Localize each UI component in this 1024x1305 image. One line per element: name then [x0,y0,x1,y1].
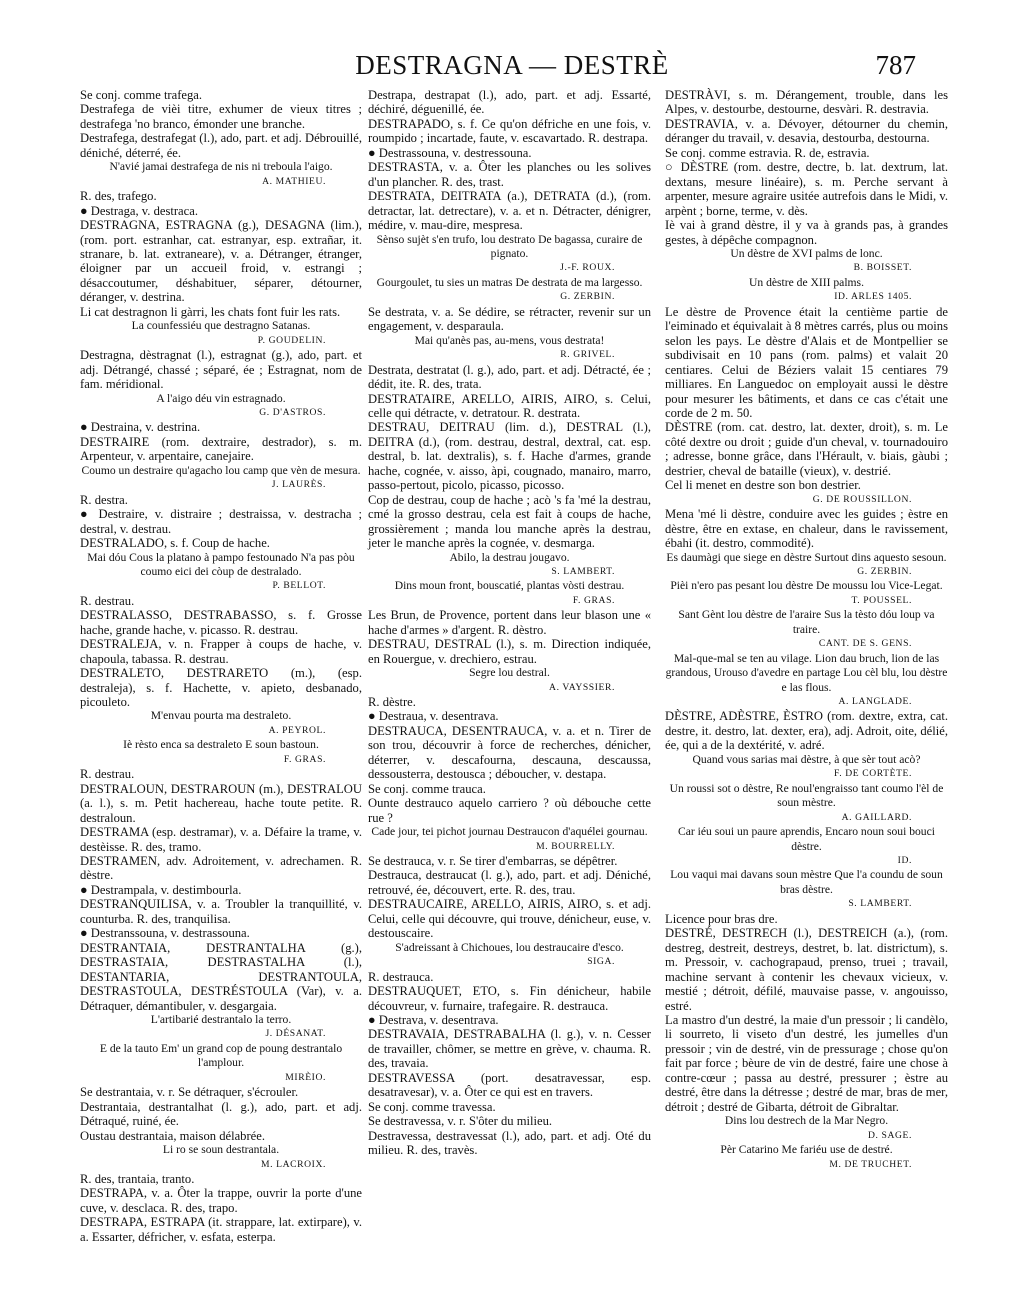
entry-text: Cop de destrau, coup de hache ; acò 's fa 'mé la destrau, cmé la grosso destrau, cela est fait à coups de hache, grossièrement ; manda lou manche après la destrau, jeter le manche après la cognée, v. desmarga. [368,492,651,551]
entry-text: DESTRAIRE (rom. dextraire, destrador), s. m. Arpenteur, v. arpentaire, canejaire. [80,434,362,464]
entry-text: ● Destrassouna, v. destressouna. [368,145,532,160]
entry-text: Les Brun, de Provence, portent dans leur blason une « hache d'armes » d'argent. R. dèstro. [368,608,651,637]
quotation: Dins moun front, bouscatié, plantas vòsti destrau. [394,579,625,593]
citation-author: A. MATHIEU. [262,175,326,187]
page-number: 787 [875,50,916,80]
entry-text: R. destrau. [80,767,135,782]
entry-text: Li cat destragnon li gàrri, les chats font fuir les rats. [80,304,341,319]
entry-text: Destravessa, destravessat (l.), ado, part. et adj. Oté du milieu. R. des, travès. [368,1128,651,1158]
citation-author: J. DÉSANAT. [265,1028,326,1040]
entry-text: Licence pour bras dre. [665,911,778,926]
citation-author: G. ZERBIN. [560,291,615,303]
entry-text: ● Destraua, v. desentrava. [368,709,499,724]
citation-author: ID. [897,855,912,867]
entry-text: Destrafega de vièi titre, exhumer de vieux titres ; destrafega 'no branco, émonder une branche. [80,102,362,131]
citation-author: S. LAMBERT. [848,898,912,910]
quotation: Un roussi sot o dèstre, Re noul'engraisso tant coumo l'èl de soun mèstre. [669,781,944,810]
entry-text: DESTRAPA, ESTRAPA (it. strappare, lat. extirpare), v. a. Essarter, défricher, v. esfata, esterpa. [80,1215,362,1244]
quotation: Gourgoulet, tu sies un matras De destrata de ma largesso. [376,275,643,289]
quotation: La counfessiéu que destragno Satanas. [131,319,311,333]
entry-text: Oustau destrantaia, maison délabrée. [80,1128,265,1143]
entry-text: Destrantaia, destrantalhat (l. g.), ado, part. et adj. Détraqué, ruiné, ée. [80,1099,362,1129]
entry-text: DESTRAUCAIRE, ARELLO, AIRIS, AIRO, s. et adj. Celui, celle qui découvre, qui trouve, dénicheur, euse, v. destouscaire. [368,897,651,941]
citation-author: F. GRAS. [283,753,326,765]
citation-author: SIGA. [587,956,615,968]
quotation: Dins lou destrech de la Mar Negro. [724,1114,889,1128]
entry-text: DESTRAU, DEITRAU (lim. d.), DESTRAL (l.), DEITRA (d.), (rom. destrau, destral, dextral, cat. esp. destral, b. lat. dextralis), s. f. Hache d'armes, grande hache, cognée, v. aisso, àpi, cougnado, manairo, marro, passo-pertout, picolo, picasso, picosso. [368,420,651,493]
citation-author: A. LANGLADE. [838,696,912,708]
quotation: Car iéu soui un paure aprendis, Encaro noun soui bouci dèstre. [678,825,935,853]
citation-author: D. SAGE. [868,1129,912,1141]
citation-author: G. D'ASTROS. [259,406,326,418]
entry-text: ● Destraina, v. destrina. [80,420,201,435]
entry-text: Se conj. comme trafega. [80,88,203,102]
entry-text: Se destrata, v. a. Se dédire, se rétracter, revenir sur un engagement, v. desparaula. [368,304,651,334]
entry-text: DESTRAGNA, ESTRAGNA (g.), DESAGNA (lim.), (rom. port. estranhar, cat. estranyar, esp. extrañar, it. stranare, b. lat. extraneare), v. a. Détranger, étranger, éloigner par un accueil froid, v. estrangi ; désaccoutumer, déshabituer, séparer, détourner, déranger, v. destrina. [80,218,362,305]
quotation: N'avié jamai destrafega de nis ni treboula l'aigo. [109,160,333,174]
entry-text: DESTRALOUN, DESTRAROUN (m.), DESTRALOU (a. l.), s. m. Petit hachereau, hache toute petite. R. destraloun. [80,781,362,825]
entry-text: DESTRAMA (esp. destramar), v. a. Défaire la trame, v. destèisse. R. des, tramo. [80,825,362,854]
quotation: Iè rèsto enca sa destraleto E soun bastoun. [123,738,319,752]
entry-text: Se destrantaia, v. r. Se détraquer, s'écrouler. [80,1085,299,1100]
citation-author: A. PEYROL. [268,724,326,736]
quotation: Quand vous sarias mai dèstre, à que sèr tout acò? [692,752,921,766]
entry-text: R. des, trafego. [80,189,157,204]
entry-text: Iè vai à grand dèstre, il y va à grands pas, à grandes gestes, à dépêche compagnon. [665,218,948,247]
entry-text: DESTRAVESSA (port. desatravessar, esp. desatravesar), v. a. Ôter ce qui est en travers. [368,1070,651,1100]
citation-author: A. GAILLARD. [841,811,912,823]
entry-text: DESTRALEJA, v. n. Frapper à coups de hache, v. chapoula, tabassa. R. destrau. [80,637,362,666]
entry-text: DESTRAU, DESTRAL (l.), s. m. Direction indiquée, en Rouergue, v. drechiero, estrau. [368,637,651,666]
entry-text: DESTRÉ, DESTRECH (l.), DESTREICH (a.), (rom. destreg, destreit, destreys, destret, b. lat. districtum), s. m. Pressoir, v. cachograpaud, prenso, truei ; travail, machine servant à contenir les chevaux vicieux, v. mestié ; détroit, défilé, mauvaise passe, v. angouisso, estré. [665,926,948,1013]
entry-text: Se conj. comme trauca. [368,781,486,796]
citation-author: P. GOUDELIN. [257,334,326,346]
quotation: Sant Gènt lou dèstre de l'araire Sus la tèsto dóu loup va traire. [678,608,935,636]
column-left [80,88,362,1244]
entry-text: ● Destranssouna, v. destrassouna. [80,926,250,941]
quotation: Un dèstre de XVI palms de lonc. [730,246,883,260]
entry-text: Mena 'mé li dèstre, conduire avec les guides ; èstre en dèstre, être en extase, en chaleur, dans le ravissement, ébahi (it. destro, commodité). [665,507,948,551]
entry-text: Se conj. comme estravia. R. de, estravia. [665,145,870,160]
citation-author: M. DE TRUCHET. [829,1158,912,1170]
citation-author: F. GRAS. [572,594,615,606]
entry-text: Destrafega, destrafegat (l.), ado, part. et adj. Débrouillé, déniché, déterré, ée. [80,131,362,160]
page-header [0,46,1024,86]
citation-author: J.-F. ROUX. [560,262,615,274]
entry-text: DESTRALETO, DESTRARETO (m.), (esp. destraleja), s. f. Hachette, v. apieto, desbanado, picouleto. [80,666,362,710]
entry-text: La mastro d'un destré, la maie d'un pressoir ; li candèlo, li sourreto, li viseto d'un destré, les jumelles d'un pressoir ; vin de destré, vin de pressurage ; chose qu'on fait par force ; bèure de vin de destré, faire une chose à contre-cœur ; passa au destré, pressurer ; èstre au destré, être dans la détresse ; destré de mar, bras de mer, détroit ; destré de Gibarta, détroit de Gibraltar. [665,1013,948,1114]
quotation: Coumo un destraire qu'agacho lou camp que vèn de mesura. [81,463,361,477]
entry-text: DESTRANQUILISA, v. a. Troubler la tranquillité, v. counturba. R. des, tranquilisa. [80,897,362,926]
quotation: Lou vaqui mai davans soun mèstre Que l'a coundu de soun bras dèstre. [670,868,943,896]
entry-text: R. des, trantaia, tranto. [80,1171,195,1186]
entry-text: Cel li menet en destre son bon destrier. [665,478,861,493]
quotation: Mal-que-mal se ten au vilage. Lion dau bruch, lion de las grandous, Urouso d'avedre en partage Lou cèl blu, lou dèstre e las flous. [665,651,948,694]
citation-author: M. BOURRELLY. [536,840,615,852]
entry-text: DESTRAVIA, v. a. Dévoyer, détourner du chemin, déranger du travail, v. desavia, destourba, destourna. [665,116,948,146]
citation-author: G. DE ROUSSILLON. [812,493,912,505]
quotation: Pièi n'ero pas pesant lou dèstre De moussu lou Vice-Legat. [670,579,943,593]
entry-text: DESTRALASSO, DESTRABASSO, s. f. Grosse hache, grande hache, v. picasso. R. destrau. [80,608,362,637]
entry-text: DESTRALADO, s. f. Coup de hache. [80,536,270,551]
entry-text: Se destravessa, v. r. S'ôter du milieu. [368,1114,553,1129]
quotation: Es daumàgi que siege en dèstre Surtout dins aquesto sesoun. [666,550,947,564]
entry-text: Destragna, dèstragnat (l.), estragnat (g.), ado, part. et adj. Détrangé, chassé ; séparé, ée ; Estragnat, nom de fam. méridional. [80,348,362,392]
citation-author: G. ZERBIN. [857,565,912,577]
entry-text: ○ DÈSTRE (rom. destre, dectre, b. lat. dextrum, lat. dextans, mesure linéaire), s. m. Perche servant à arpenter, mesure agraire usitée autrefois dans le Midi, v. arpènt ; borne, terme, v. dès. [665,160,948,218]
entry-text: DESTRAPADO, s. f. Ce qu'on défriche en une fois, v. roumpido ; incartade, faute, v. escavartado. R. destrapa. [368,116,651,146]
entry-text: Destrapa, destrapat (l.), ado, part. et adj. Essarté, déchiré, déguenillé, ée. [368,88,651,117]
quotation: Pèr Catarino Me fariéu use de destré. [720,1143,893,1157]
citation-author: M. LACROIX. [261,1158,326,1170]
entry-text: ● Destrampala, v. destimbourla. [80,882,242,897]
citation-author: ID. ARLES 1405. [834,291,912,303]
citation-author: B. BOISSET. [853,262,912,274]
entry-text: ● Destraga, v. destraca. [80,203,198,218]
entry-text: Se destrauca, v. r. Se tirer d'embarras, se dépêtrer. [368,854,618,869]
quotation: M'envau pourta ma destraleto. [150,709,292,723]
quotation: Abilo, la destrau jougavo. [449,550,570,564]
entry-text: R. destra. [80,492,128,507]
quotation: A l'aigo déu vin estragnado. [156,391,286,405]
column-middle [368,88,651,1158]
quotation: L'artibarié destrantalo la terro. [150,1013,292,1026]
entry-text: Destrata, destratat (l. g.), ado, part. et adj. Détracté, ée ; dédit, ite. R. des, trata. [368,362,651,392]
entry-text: DÈSTRE (rom. cat. destro, lat. dexter, droit), s. m. Le côté dextre ou droit ; guide d'un cheval, v. tournadouiro ; adresse, bonne grâce, dans l'Hérault, v. biais, gàubi ; destrier, cheval de bataille (vieux), v. destrié. [665,420,948,478]
entry-text: DESTRASTA, v. a. Ôter les planches ou les solives d'un plancher. R. des, trast. [368,160,651,189]
quotation: E de la tauto Em' un grand cop de poung destrantalo l'amplour. [99,1041,343,1070]
entry-text: Ounte destrauco aquelo carriero ? où débouche cette rue ? [368,796,651,825]
entry-text: DESTRAUQUET, ETO, s. Fin dénicheur, habile découvreur, v. furnaire, trafegaire. R. destrauca. [368,984,651,1013]
quotation: Sènso sujèt s'en trufo, lou destrato De bagassa, curaire de pignato. [376,232,643,260]
quotation: S'adreissant à Chichoues, lou destraucaire d'esco. [395,940,624,954]
entry-text: DESTRANTAIA, DESTRANTALHA (g.), DESTRASTAIA, DESTRASTALHA (l.), DESTANTARIA, DESTRANTOULA, DESTRASTOULA, DESTRÉSTOULA (Var), v. a. Détraquer, démantibuler, v. desgargaia. [80,940,362,1013]
column-right [665,88,948,1172]
quotation: Un dèstre de XIII palms. [749,275,864,289]
entry-text: ● Destraire, v. distraire ; destraissa, v. destracha ; destral, v. destrau. [80,507,362,536]
citation-author: MIRÈIO. [285,1071,326,1083]
quotation: Li ro se soun destrantala. [162,1143,280,1157]
entry-text: Se conj. comme travessa. [368,1099,496,1114]
quotation: Mai dóu Cous la platano à pampo festounado N'a pas pòu coumo eici dei còup de destralado. [87,550,355,578]
entry-text: ● Destrava, v. desentrava. [368,1013,499,1027]
entry-text: R. destrau. [80,593,135,608]
entry-text: DESTRATA, DEITRATA (a.), DETRATA (d.), (rom. detractar, lat. detrectare), v. a. et n. Détracter, dénigrer, médire, v. mau-dire, mespresa. [368,189,651,233]
entry-text: DESTRAPA, v. a. Ôter la trappe, ouvrir la porte d'une cuve, v. desclaca. R. des, trapo. [80,1186,362,1215]
quotation: Cade jour, tei pichot journau Destraucon d'aquélei gournau. [371,825,648,839]
entry-text: R. destrauca. [368,969,434,984]
citation-author: F. DE CORTÈTE. [834,768,912,780]
entry-text: DESTRATAIRE, ARELLO, AIRIS, AIRO, s. Celui, celle qui détracte, v. detratour. R. destrata. [368,391,651,420]
entry-text: Le dèstre de Provence était la centième partie de l'eiminado et équivalait à 8 mètres carrés, plus ou moins selon les pays. Le dèstre d'Alais et de Montpellier se subdivisait en 10 pans (rom. palms) et valait 20 centiares. Celui de Béziers valait 15 centiares 79 milliares. En Languedoc on employait aussi le dèstre pour mesurer les bâtiments, et dans ce cas c'était une corde de 2 m. 50. [665,304,948,420]
citation-author: J. LAURÈS. [271,479,326,491]
entry-text: DÈSTRE, ADÈSTRE, ÈSTRO (rom. dextre, extra, cat. destre, it. destro, lat. dexter, era), adj. Adroit, oite, délié, ée, qui a de la dextérité, v. adré. [665,709,948,753]
citation-author: S. LAMBERT. [551,565,615,577]
entry-text: DESTRAVAIA, DESTRABALHA (l. g.), v. n. Cesser de travailler, chômer, se mettre en grève, v. chauma. R. des, travaia. [368,1027,651,1071]
quotation: Mai qu'anès pas, au-mens, vous destrata! [414,333,605,347]
citation-author: R. GRIVEL. [560,349,615,361]
citation-author: A. VAYSSIER. [549,681,615,693]
citation-author: T. POUSSEL. [851,594,912,606]
entry-text: Destrauca, destraucat (l. g.), ado, part. et adj. Déniché, retrouvé, ée, découvert, erte. R. des, trau. [368,868,651,897]
quotation: Segre lou destral. [469,666,550,680]
entry-text: R. dèstre. [368,695,416,710]
citation-author: CANT. DE S. GENS. [818,638,912,650]
running-head: DESTRAGNA — DESTRÈ [355,50,669,80]
entry-text: DESTRAMEN, adv. Adroitement, v. adrechamen. R. dèstre. [80,854,362,883]
citation-author: P. BELLOT. [272,580,326,592]
entry-text: DESTRAUCA, DESENTRAUCA, v. a. et n. Tirer de son trou, découvrir à force de recherches, dénicher, déterrer, v. descafourna, descauna, descaussa, dessousterra, destousca ; déboucher, v. destapa. [368,723,651,782]
entry-text: DESTRÀVI, s. m. Dérangement, trouble, dans les Alpes, v. destourbe, destourne, desvàri. R. destravia. [665,88,948,117]
